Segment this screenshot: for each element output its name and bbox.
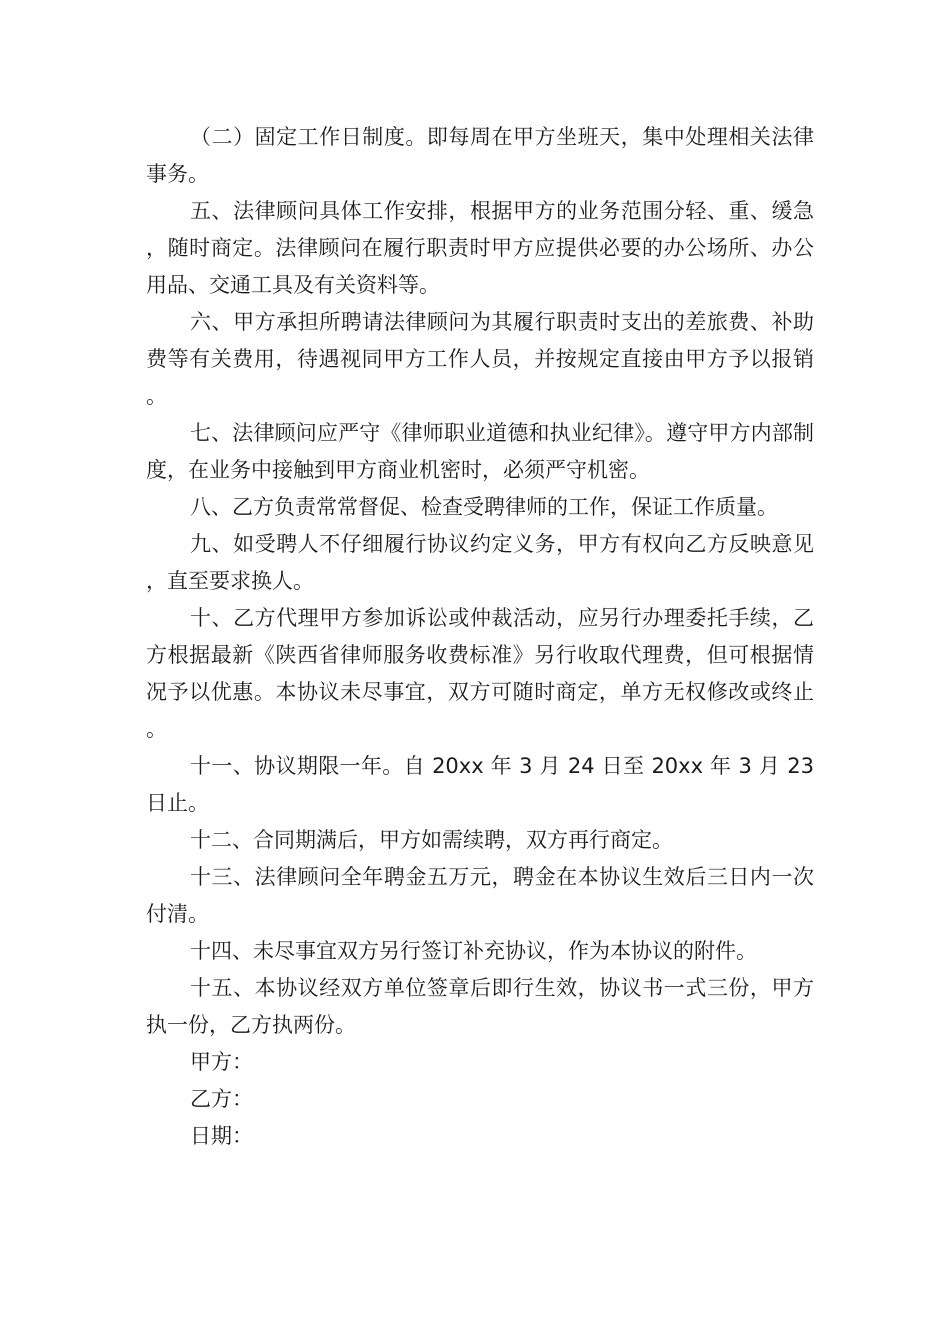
signature-date: 日期：	[190, 1124, 253, 1148]
paragraph-clause-9: 九、如受聘人不仔细履行协议约定义务，甲方有权向乙方反映意见，直至要求换人。	[146, 532, 814, 593]
paragraph-clause-7: 七、法律顾问应严守《律师职业道德和执业纪律》。遵守甲方内部制度，在业务中接触到甲方商业机密时，必须严守机密。	[146, 421, 814, 482]
document-body	[146, 119, 814, 1155]
paragraph-clause-12: 十二、合同期满后，甲方如需续聘，双方再行商定。	[190, 828, 673, 852]
paragraph-clause-5: 五、法律顾问具体工作安排，根据甲方的业务范围分轻、重、缓急，随时商定。法律顾问在履行职责时甲方应提供必要的办公场所、办公用品、交通工具及有关资料等。	[146, 199, 814, 297]
paragraph-clause-8: 八、乙方负责常常督促、检查受聘律师的工作，保证工作质量。	[190, 495, 778, 519]
paragraph-fixed-workday: （二）固定工作日制度。即每周在甲方坐班天，集中处理相关法律事务。	[146, 125, 814, 186]
paragraph-clause-15: 十五、本协议经双方单位签章后即行生效，协议书一式三份，甲方执一份，乙方执两份。	[146, 976, 814, 1037]
paragraph-clause-6: 六、甲方承担所聘请法律顾问为其履行职责时支出的差旅费、补助费等有关费用，待遇视同甲方工作人员，并按规定直接由甲方予以报销。	[146, 310, 814, 408]
paragraph-clause-10: 十、乙方代理甲方参加诉讼或仲裁活动，应另行办理委托手续，乙方根据最新《陕西省律师服务收费标准》另行收取代理费，但可根据情况予以优惠。本协议未尽事宜，双方可随时商定，单方无权修改或终止。	[146, 606, 814, 741]
signature-party-b: 乙方：	[190, 1087, 253, 1111]
paragraph-clause-14: 十四、未尽事宜双方另行签订补充协议，作为本协议的附件。	[190, 939, 757, 963]
paragraph-clause-11: 十一、协议期限一年。自 20xx 年 3 月 24 日至 20xx 年 3 月 23 日止。	[146, 754, 814, 815]
paragraph-clause-13: 十三、法律顾问全年聘金五万元，聘金在本协议生效后三日内一次付清。	[146, 865, 814, 926]
signature-party-a: 甲方：	[190, 1050, 253, 1074]
